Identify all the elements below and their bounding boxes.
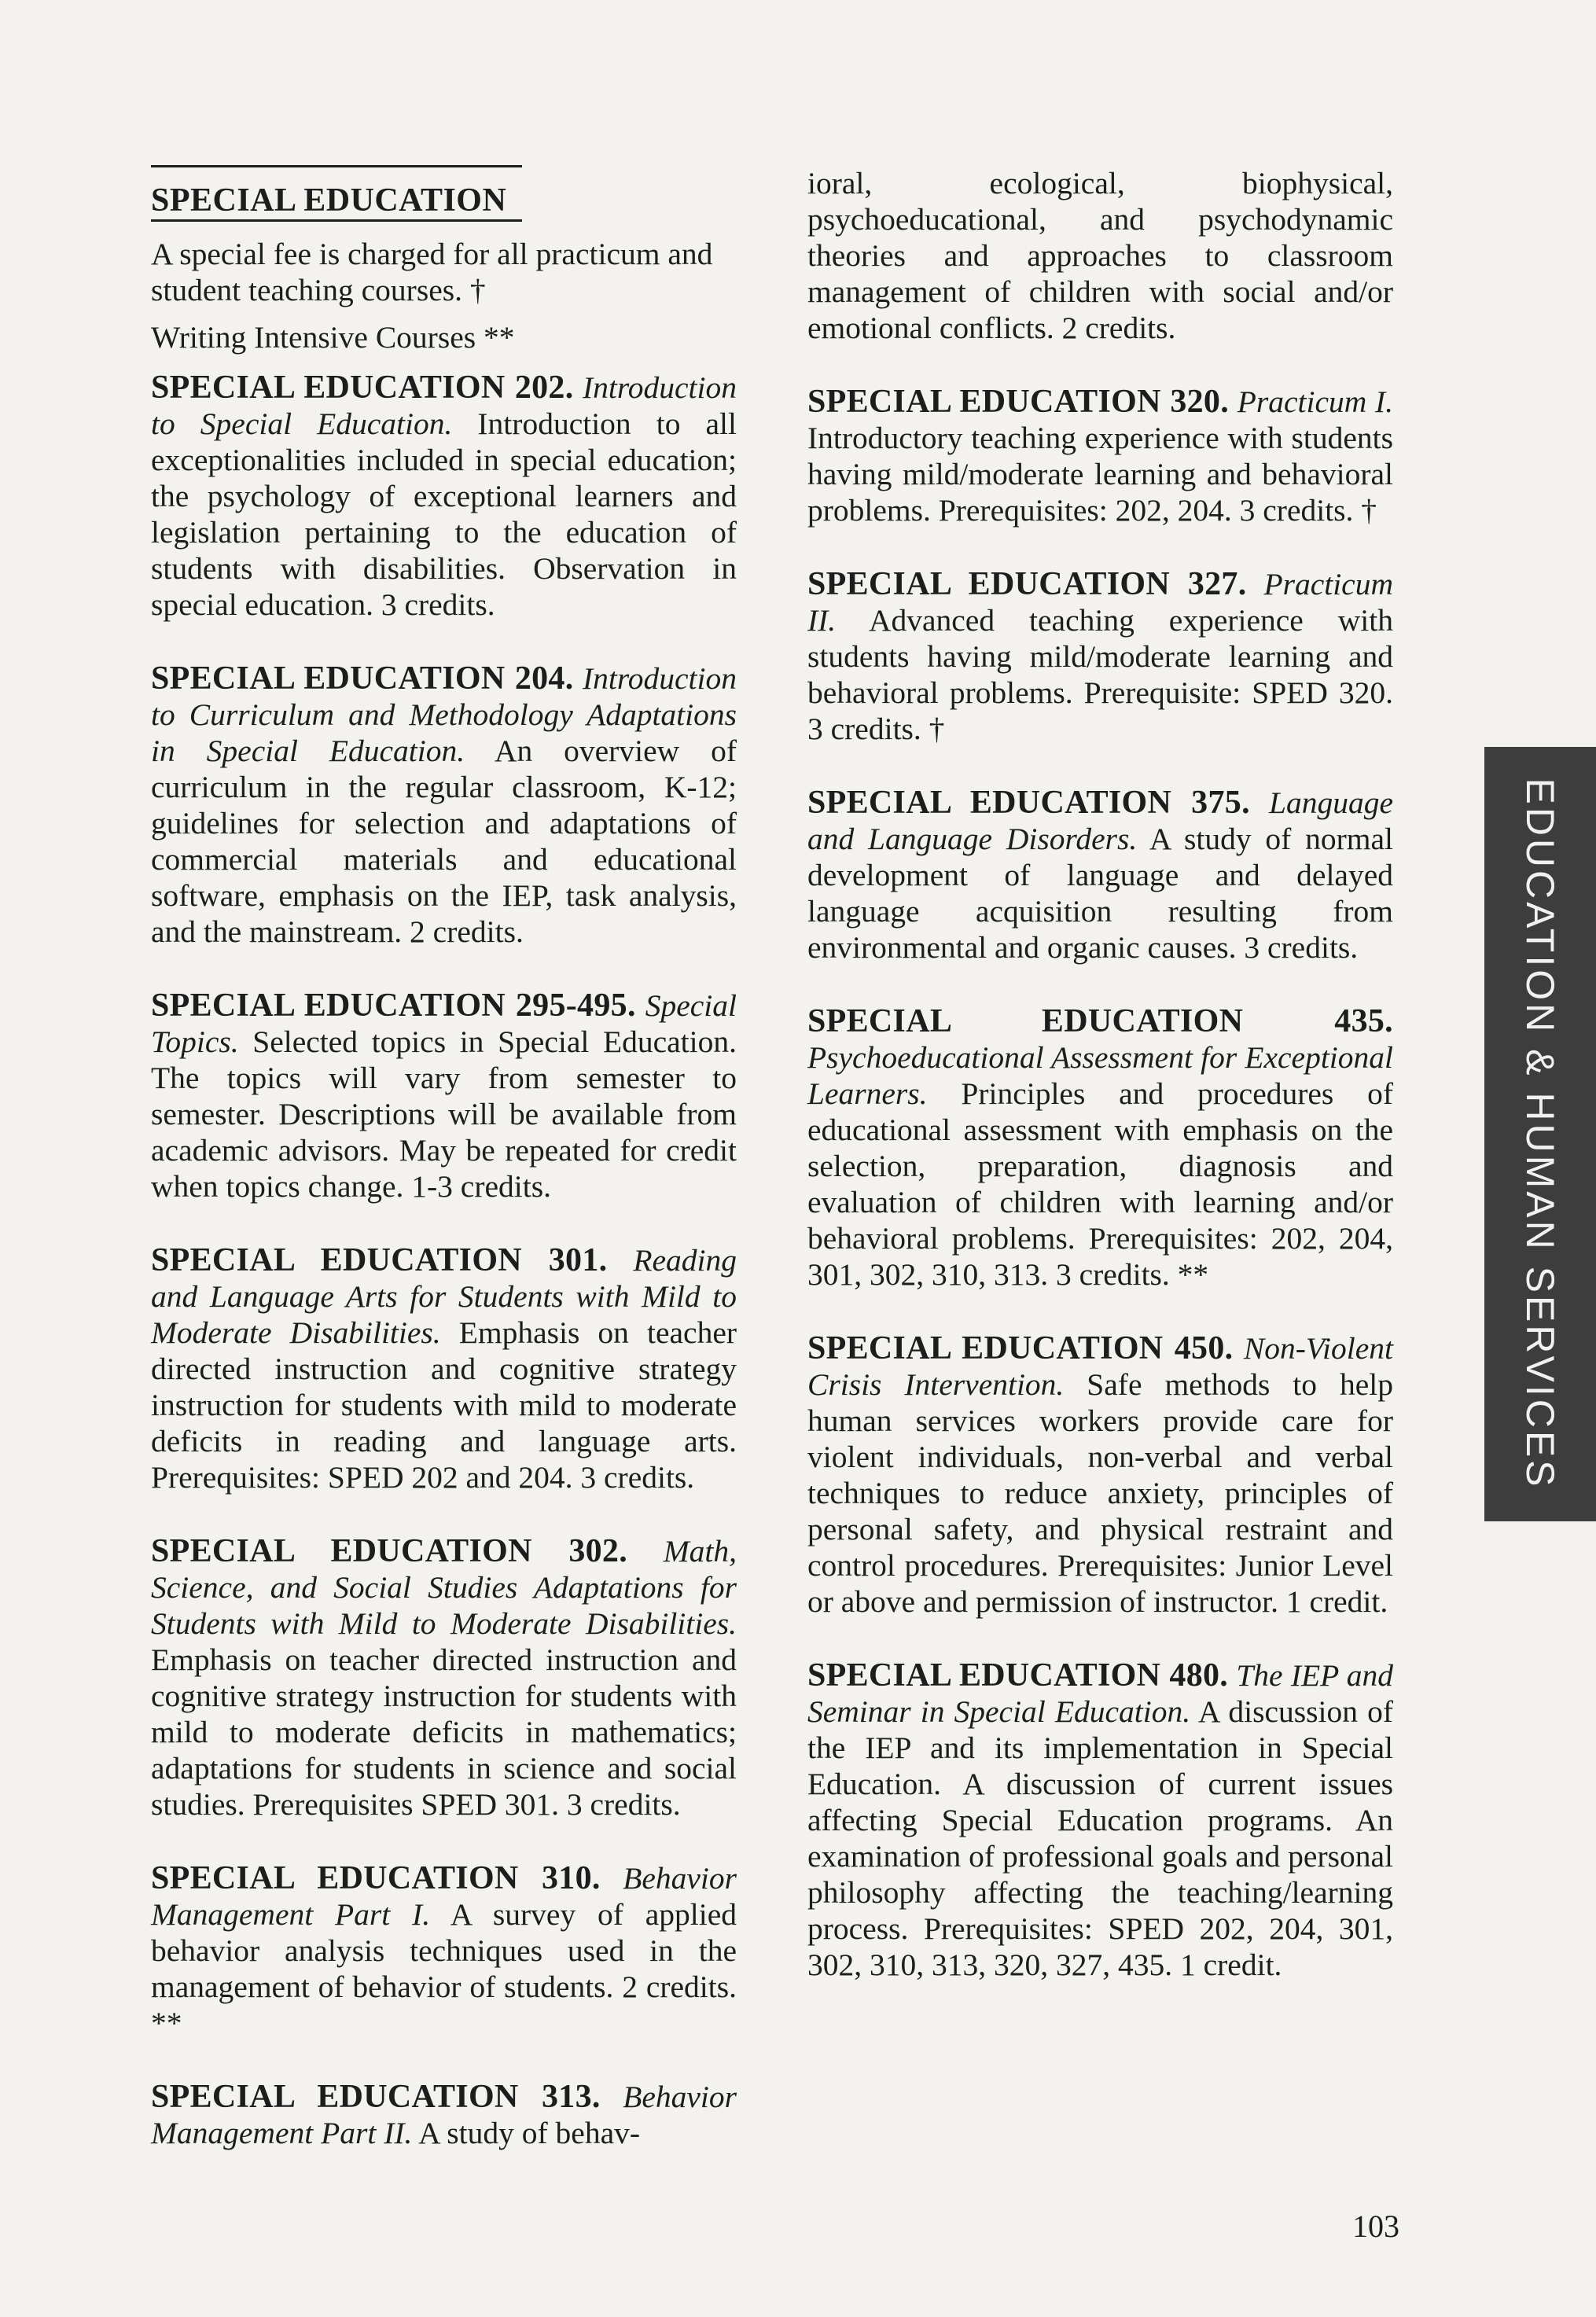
course-description: A survey of applied behavior analysis techniques used in the management of behavior of students. 2 credits. ** — [151, 1897, 737, 2040]
page-number: 103 — [1352, 2209, 1399, 2244]
course-description: Introductory teaching experience with students having mild/moderate learning and behavioral problems. Prerequisites: 202, 204. 3 credits. † — [807, 421, 1393, 528]
course-code: SPECIAL EDUCATION 450. — [807, 1330, 1234, 1366]
course-code: SPECIAL EDUCATION 204. — [151, 660, 574, 697]
course-description: Safe methods to help human services workers provide care for violent individuals, non-verbal and verbal techniques to reduce anxiety, principles of personal safety, and physical restraint and control procedures. Prerequisites: Junior Level or above and permission of instructor. 1 credit. — [807, 1367, 1393, 1619]
course-title: Practicum II. — [807, 567, 1393, 638]
course-title: Practicum I. — [1237, 384, 1393, 419]
course-description: Emphasis on teacher directed instruction and cognitive strategy instruction for students with mild to moderate deficits in mathematics; adaptations for students in science and social studies. Prerequisites SPED 301. 3 credits. — [151, 1642, 737, 1822]
course-code: SPECIAL EDUCATION 435. — [807, 1003, 1393, 1039]
course-title: Non-Violent Crisis Intervention. — [807, 1331, 1393, 1402]
section-title: SPECIAL EDUCATION — [151, 165, 522, 222]
course-code: SPECIAL EDUCATION 327. — [807, 566, 1247, 602]
section-side-tab — [1484, 747, 1596, 1521]
course-title: The IEP and Seminar in Special Education. — [807, 1658, 1393, 1729]
side-tab-label: EDUCATION & HUMAN SERVICES — [1518, 778, 1562, 1490]
course-description: A study of normal development of language and delayed language acquisition resulting from environmental and organic causes. 3 credits. — [807, 822, 1393, 965]
course-code: SPECIAL EDUCATION 301. — [151, 1242, 608, 1278]
course-code: SPECIAL EDUCATION 375. — [807, 785, 1250, 821]
course-title: Reading and Language Arts for Students with Mild to Moderate Disabilities. — [151, 1243, 737, 1350]
course-title: Math, Science, and Social Studies Adaptations for Students with Mild to Moderate Disabilities. — [151, 1534, 737, 1641]
course-description: Emphasis on teacher directed instruction and cognitive strategy instruction for students with mild to moderate deficits in reading and language arts. Prerequisites: SPED 202 and 204. 3 credits. — [151, 1315, 737, 1495]
course-title: Language and Language Disorders. — [807, 785, 1393, 856]
course-title: Psychoeducational Assessment for Exceptional Learners. — [807, 1040, 1393, 1111]
writing-intensive-note: Writing Intensive Courses ** — [151, 320, 515, 355]
course-entry-295-495 — [151, 987, 737, 1204]
course-entry-320 — [807, 384, 1393, 528]
course-entry-435 — [807, 1003, 1393, 1293]
course-description: A discussion of the IEP and its implementation in Special Education. A discussion of current issues affecting Special Education programs. An examination of professional goals and personal philosophy affecting the teaching/learning process. Prerequisites: SPED 202, 204, 301, 302, 310, 313, 320, 327, 435. 1 credit. — [807, 1694, 1393, 1982]
fee-note: A special fee is charged for all practicum and student teaching courses. † — [151, 237, 713, 307]
course-description: A study of behav- — [418, 2116, 641, 2150]
course-entry-313 — [151, 2079, 737, 2151]
course-entry-450 — [807, 1330, 1393, 1620]
right-column — [807, 165, 1393, 2021]
course-code: SPECIAL EDUCATION 310. — [151, 1860, 601, 1896]
course-title: Special Topics. — [151, 988, 737, 1059]
course-entry-375 — [807, 785, 1393, 965]
course-code: SPECIAL EDUCATION 295-495. — [151, 987, 636, 1024]
course-title: Introduction to Curriculum and Methodology Adaptations in Special Education. — [151, 661, 737, 768]
course-description: Selected topics in Special Education. The topics will vary from semester to semester. Descriptions will be available from academic advisors. May be repeated for credit when topics change. 1-3 credits. — [151, 1024, 737, 1204]
course-entry-310 — [151, 1860, 737, 2041]
course-code: SPECIAL EDUCATION 202. — [151, 370, 574, 406]
course-entry-313-continued: ioral, ecological, biophysical, psychoeducational, and psychodynamic theories and approaches to classroom management of children with social and/or emotional conflicts. 2 credits. — [807, 166, 1393, 345]
course-entry-302 — [151, 1533, 737, 1822]
course-code: SPECIAL EDUCATION 480. — [807, 1657, 1229, 1694]
course-title: Behavior Management Part II. — [151, 2080, 737, 2150]
course-description: Principles and procedures of educational assessment with emphasis on the selection, preparation, diagnosis and evaluation of children with learning and/or behavioral problems. Prerequisites: 202, 204, 301, 302, 310, 313. 3 credits. ** — [807, 1076, 1394, 1292]
course-description: An overview of curriculum in the regular classroom, K-12; guidelines for selection and adaptations of commercial materials and educational software, emphasis on the IEP, task analysis, and the mainstream. 2 credits. — [151, 734, 737, 949]
course-description: Advanced teaching experience with students having mild/moderate learning and behavioral problems. Prerequisite: SPED 320. 3 credits. † — [807, 603, 1393, 746]
course-entry-202 — [151, 370, 737, 623]
course-entry-480 — [807, 1657, 1393, 1983]
course-code: SPECIAL EDUCATION 313. — [151, 2079, 601, 2115]
course-description: Introduction to all exceptionalities included in special education; the psychology of exceptional learners and legislation pertaining to the education of students with disabilities. Observation in special education. 3 credits. — [151, 406, 737, 622]
course-entry-204 — [151, 660, 737, 950]
course-code: SPECIAL EDUCATION 320. — [807, 384, 1230, 420]
course-entry-327 — [807, 566, 1393, 747]
course-code: SPECIAL EDUCATION 302. — [151, 1533, 628, 1569]
course-title: Behavior Management Part I. — [151, 1861, 737, 1932]
left-column — [151, 165, 737, 2189]
course-entry-301 — [151, 1242, 737, 1495]
course-title: Introduction to Special Education. — [151, 370, 737, 441]
